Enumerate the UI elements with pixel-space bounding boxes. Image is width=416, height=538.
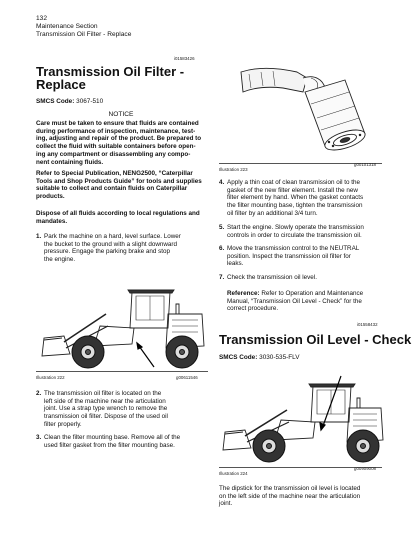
- notice-heading: NOTICE: [108, 111, 134, 118]
- illustration-222-id: g00611546: [176, 375, 198, 380]
- section-title-2: Transmission Oil Level - Check: [219, 332, 412, 347]
- smcs-code: SMCS Code: 3067-510: [36, 98, 104, 105]
- reference-id: i01583426: [174, 56, 195, 61]
- step-3: 3. Clean the filter mounting base. Remove all of the used filter gasket from the filter mounting base.: [36, 434, 181, 449]
- reference-note: Reference: Refer to Operation and Maintenance Manual, “Transmission Oil Level - Check” for the correct procedure.: [227, 290, 364, 313]
- filter-installation-illustration: [219, 58, 379, 162]
- notice-text: Care must be taken to ensure that fluids are contained during performance of inspection, maintenance, test- ing, adjusting and repair of the product. Be prepared to collect the fluid with suitable containers before open- ing any compartment or disassembling any compo- nent containing fluids.: [36, 120, 202, 166]
- illustration-224-label: Illustration 224: [219, 471, 248, 476]
- section-name: Maintenance Section: [36, 23, 98, 30]
- step-6: 6. Move the transmission control to the NEUTRAL position. Inspect the transmission oil filter for leaks.: [219, 245, 360, 268]
- illustration-223-label: Illustration 223: [219, 167, 248, 172]
- refer-paragraph: Refer to Special Publication, NENG2500, “Caterpillar Tools and Shop Products Guide” for tools and supplies suitable to collect and contain fluids on Caterpillar products.: [36, 170, 202, 201]
- illustration-223-id: g00101318: [354, 162, 376, 167]
- illustration-224-id: g00909008: [354, 466, 376, 471]
- step-7: 7. Check the transmission oil level.: [219, 274, 317, 281]
- topic-name: Transmission Oil Filter - Replace: [36, 31, 132, 38]
- illustration-rule: [36, 371, 208, 372]
- step-5: 5. Start the engine. Slowly operate the transmission controls in order to circulate the transmission oil.: [219, 224, 364, 239]
- step-1: 1. Park the machine on a hard, level surface. Lower the bucket to the ground with a slight downward pressure. Engage the parking brake and stop the engine.: [36, 233, 181, 264]
- dipstick-paragraph: The dipstick for the transmission oil level is located on the left side of the machine near the articulation joint.: [219, 485, 361, 508]
- wheel-loader-dipstick-illustration: [219, 370, 387, 466]
- wheel-loader-illustration: [36, 274, 208, 370]
- page-number: 132: [36, 15, 48, 22]
- reference-id-2: i01558432: [357, 322, 378, 327]
- step-4: 4. Apply a thin coat of clean transmission oil to the gasket of the new filter element. Install the new filter element by hand. When the gasket contacts the filter mounting base, tighten the transmission oil filter by an additional 3/4 turn.: [219, 179, 364, 217]
- smcs-code-2: SMCS Code: 3030-535-FLV: [219, 354, 300, 361]
- section-title-line2: Replace: [36, 77, 86, 92]
- illustration-222-label: Illustration 222: [36, 375, 65, 380]
- dispose-paragraph: Dispose of all fluids according to local regulations and mandates.: [36, 210, 200, 225]
- step-2: 2. The transmission oil filter is located on the left side of the machine near the articulation joint. Use a strap type wrench to remove the transmission oil filter. Dispose of the used oil filter properly.: [36, 390, 168, 428]
- section-title-line1: Transmission Oil Filter -: [36, 64, 185, 79]
